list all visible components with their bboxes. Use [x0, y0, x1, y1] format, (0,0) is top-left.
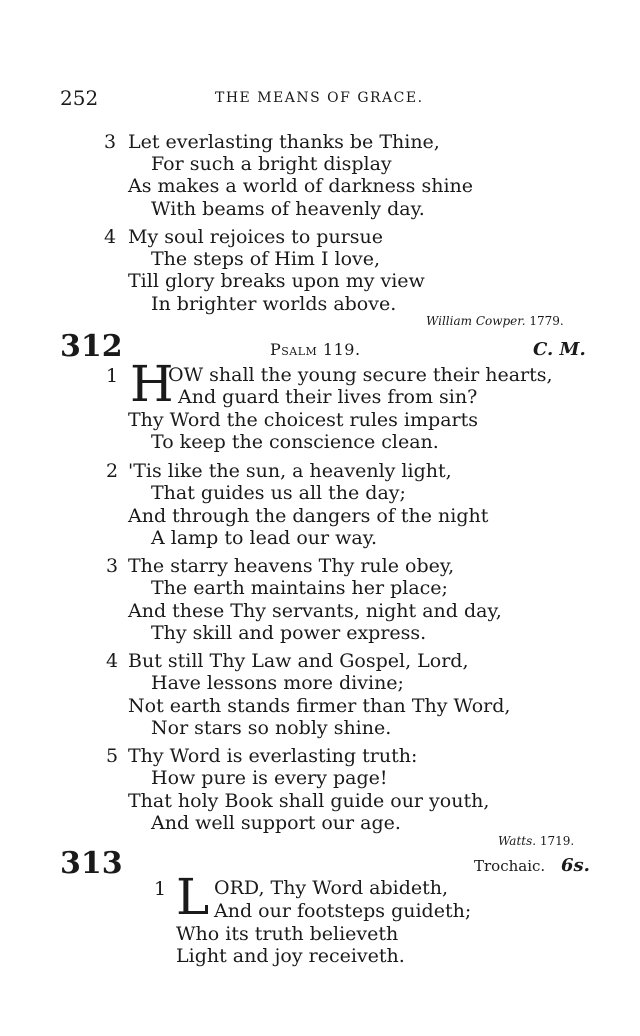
verse-line: And well support our age.	[151, 812, 401, 834]
verse-line: Nor stars so nobly shine.	[151, 717, 392, 739]
verse-line: How pure is every page!	[151, 767, 388, 789]
stanza-number: 4	[104, 226, 117, 248]
verse-line: That holy Book shall guide our youth,	[128, 790, 490, 812]
author: William Cowper.	[426, 314, 526, 328]
verse-line: With beams of heavenly day.	[151, 198, 425, 220]
verse-line: For such a bright display	[151, 153, 392, 175]
verse-line: OW shall the young secure their hearts,	[168, 364, 553, 386]
verse-line: The steps of Him I love,	[151, 248, 381, 270]
verse-line: Let everlasting thanks be Thine,	[128, 131, 440, 153]
verse-line: That guides us all the day;	[151, 482, 406, 504]
verse-line: The starry heavens Thy rule obey,	[128, 555, 455, 577]
stanza-number: 4	[106, 650, 119, 672]
hymn-meter: C. M.	[533, 339, 586, 360]
attribution	[426, 314, 564, 328]
verse-line: My soul rejoices to pursue	[128, 226, 384, 248]
verse-line: Thy Word the choicest rules imparts	[128, 409, 478, 431]
verse-line: And guard their lives from sin?	[178, 386, 478, 408]
verse-line: Thy skill and power express.	[151, 622, 427, 644]
verse-line: A lamp to lead our way.	[151, 527, 377, 549]
stanza-number: 5	[106, 745, 119, 767]
hymn-meter: 6s.	[561, 855, 590, 876]
hymn-number: 312	[60, 329, 123, 364]
verse-line: Have lessons more divine;	[151, 672, 404, 694]
verse-line: In brighter worlds above.	[151, 293, 397, 315]
verse-line: The earth maintains her place;	[151, 577, 448, 599]
verse-line: ORD, Thy Word abideth,	[214, 877, 449, 899]
verse-line: But still Thy Law and Gospel, Lord,	[128, 650, 469, 672]
attribution	[498, 834, 574, 848]
verse-line: Thy Word is everlasting truth:	[128, 745, 418, 767]
year: 1719.	[539, 834, 575, 848]
drop-cap: H	[130, 355, 174, 413]
stanza-number: 3	[104, 131, 117, 153]
stanza-number: 2	[106, 460, 119, 482]
verse-line: To keep the conscience clean.	[151, 431, 439, 453]
stanza-number: 3	[106, 555, 119, 577]
hymn-number: 313	[60, 846, 123, 881]
author: Watts.	[498, 834, 537, 848]
verse-line: And our footsteps guideth;	[214, 900, 472, 922]
page-number: 252	[60, 86, 99, 110]
verse-line: As makes a world of darkness shine	[128, 175, 473, 197]
verse-line: And these Thy servants, night and day,	[128, 600, 502, 622]
verse-line: Light and joy receiveth.	[176, 945, 405, 967]
meter-label: Trochaic.	[474, 857, 546, 875]
verse-line: 'Tis like the sun, a heavenly light,	[128, 460, 452, 482]
running-title: THE MEANS OF GRACE.	[215, 90, 424, 106]
verse-line: Till glory breaks upon my view	[128, 270, 425, 292]
hymn-title: Psalm 119.	[270, 340, 361, 359]
stanza-number: 1	[154, 878, 167, 900]
stanza-number: 1	[106, 365, 119, 387]
drop-cap: L	[176, 868, 210, 926]
year: 1779.	[529, 314, 564, 328]
verse-line: Not earth stands firmer than Thy Word,	[128, 695, 511, 717]
verse-line: And through the dangers of the night	[128, 505, 489, 527]
verse-line: Who its truth believeth	[176, 923, 399, 945]
